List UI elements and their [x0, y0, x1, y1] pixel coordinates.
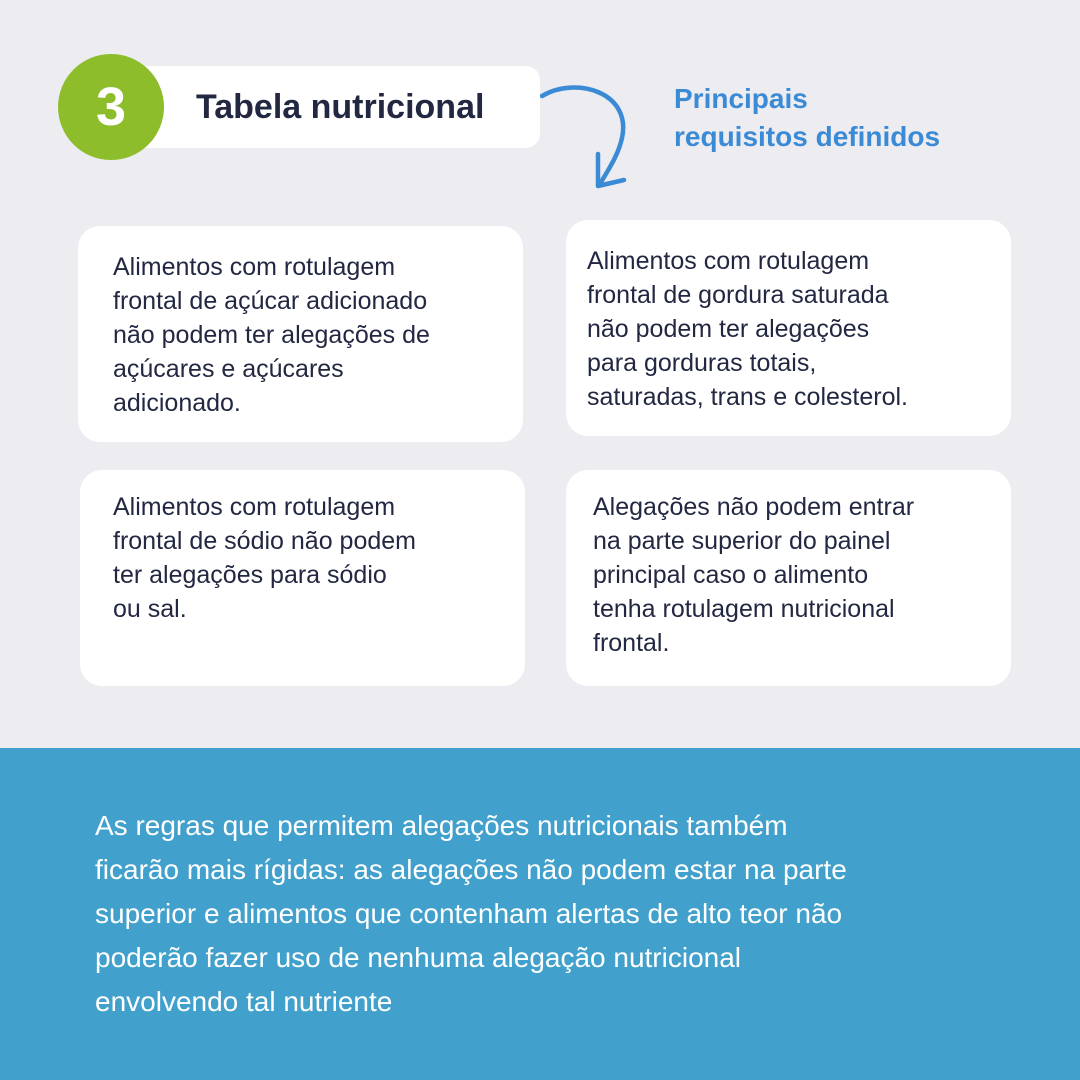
- subtitle-line: Principais: [674, 83, 808, 114]
- card-text-line: frontal de açúcar adicionado: [113, 287, 428, 315]
- subtitle-line: requisitos definidos: [674, 121, 941, 152]
- card-text-line: Alimentos com rotulagem: [113, 493, 396, 521]
- subtitle: [674, 80, 940, 156]
- card-text-line: ou sal.: [113, 595, 187, 623]
- requirement-card-sodium: [80, 470, 525, 686]
- card-text-line: para gorduras totais,: [587, 349, 817, 377]
- footer-text-line: ficarão mais rígidas: as alegações não podem estar na parte: [95, 854, 847, 885]
- card-text-line: frontal.: [593, 629, 670, 657]
- card-text-line: na parte superior do painel: [593, 527, 891, 555]
- section-title: Tabela nutricional: [196, 88, 485, 126]
- footer-banner: [0, 748, 1080, 1080]
- footer-text-line: superior e alimentos que contenham alertas de alto teor não: [95, 898, 843, 929]
- card-text-line: não podem ter alegações: [587, 315, 870, 343]
- card-text-line: Alegações não podem entrar: [593, 493, 915, 521]
- footer-text-line: poderão fazer uso de nenhuma alegação nutricional: [95, 942, 742, 973]
- footer-text-line: As regras que permitem alegações nutricionais também: [95, 810, 788, 841]
- curved-arrow-down-icon: [536, 80, 636, 192]
- card-text-line: tenha rotulagem nutricional: [593, 595, 895, 623]
- footer-text: [95, 804, 847, 1024]
- footer-text-line: envolvendo tal nutriente: [95, 986, 393, 1017]
- card-text-line: Alimentos com rotulagem: [113, 253, 396, 281]
- requirement-card-claims-position: [566, 470, 1011, 686]
- card-text-line: não podem ter alegações de: [113, 321, 430, 349]
- card-text-line: Alimentos com rotulagem: [587, 247, 870, 275]
- card-text-line: ter alegações para sódio: [113, 561, 387, 589]
- card-text-line: frontal de gordura saturada: [587, 281, 889, 309]
- requirement-card-saturated-fat: [566, 220, 1011, 436]
- card-text-line: adicionado.: [113, 389, 241, 417]
- card-text-line: açúcares e açúcares: [113, 355, 344, 383]
- card-text-line: principal caso o alimento: [593, 561, 869, 589]
- card-text-line: saturadas, trans e colesterol.: [587, 383, 908, 411]
- step-number-badge: 3: [58, 54, 164, 160]
- title-pill: [120, 66, 540, 148]
- card-text-line: frontal de sódio não podem: [113, 527, 416, 555]
- requirement-card-sugar: [78, 226, 523, 442]
